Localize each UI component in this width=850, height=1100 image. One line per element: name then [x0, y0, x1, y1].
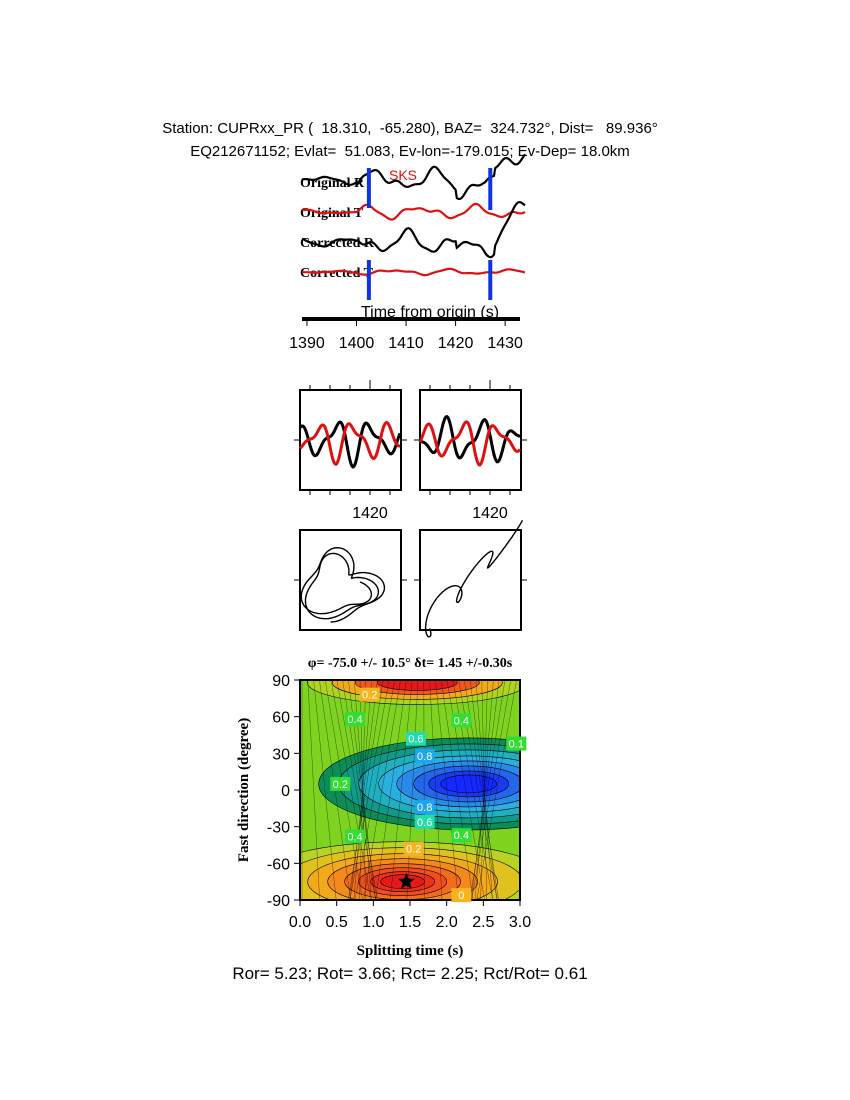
contour-label-text: 0.8 [417, 802, 433, 815]
trace-tick-label: 1420 [437, 335, 474, 352]
waveform-box-original [300, 390, 401, 490]
y-tick-label: 0 [281, 783, 290, 800]
x-tick-label: 2.0 [435, 914, 458, 931]
contour-label-text: 0.2 [362, 689, 378, 702]
x-tick-label: 1.0 [362, 914, 385, 931]
y-tick-label: 60 [272, 709, 290, 727]
trace-xlabel: Time from origin (s) [360, 304, 500, 321]
chart-title: φ= -75.0 +/- 10.5° δt= 1.45 +/-0.30s [307, 656, 513, 671]
x-axis-label: Splitting time (s) [356, 943, 464, 959]
x-tick-label: 3.0 [508, 914, 532, 931]
y-axis-label: Fast direction (degree) [236, 717, 252, 863]
x-tick-label: 1.5 [398, 914, 422, 931]
waveform-radial [300, 422, 400, 467]
waveform-traces [294, 380, 527, 495]
x-tick-label: 0.5 [325, 914, 348, 931]
window-markers [369, 168, 490, 300]
particle-motion-corrected [426, 520, 523, 637]
trace-label-corrected-t: Corrected T [300, 266, 373, 281]
particle-motion-traces [294, 520, 527, 637]
contour-label-text: 0.4 [347, 831, 363, 844]
header-event-line: EQ212671152; Evlat= 51.083, Ev-lon=-179.015; Ev-Dep= 18.0km [190, 143, 630, 160]
contour-label-text: 0.2 [332, 778, 348, 791]
contour-label-text: 0.1 [508, 738, 524, 751]
contour-top-band [377, 674, 457, 690]
particle-motion [294, 520, 527, 637]
trace-panel [289, 154, 525, 352]
contour-label-text: 0.4 [347, 714, 363, 727]
contour-label-text: 0.2 [406, 843, 422, 856]
y-tick-label: -30 [266, 819, 290, 837]
waveform-comparison [294, 380, 527, 522]
contour-label-text: 0.6 [417, 816, 433, 829]
trace-ticks [289, 319, 523, 352]
particle-motion-original [301, 548, 384, 622]
y-tick-label: 90 [272, 673, 290, 690]
contour-label-text: 0.8 [417, 750, 433, 763]
footer-ratios: Ror= 5.23; Rot= 3.66; Rct= 2.25; Rct/Rot= 0.61 [232, 964, 588, 983]
y-tick-label: -60 [266, 856, 290, 874]
phase-label: SKS [388, 167, 418, 183]
trace-label-corrected-r: Corrected R [300, 236, 374, 251]
contour-label-text: 0 [458, 890, 465, 903]
trace-tick-label: 1410 [388, 335, 424, 352]
contour-label-text: 0.6 [408, 733, 424, 746]
y-tick-label: 30 [272, 746, 290, 764]
trace-label-original-r: Original R [300, 176, 365, 191]
y-tick-label: -90 [266, 893, 290, 910]
trace-tick-label: 1390 [289, 335, 325, 352]
waveform-tick-right: 1420 [472, 505, 508, 522]
trace-tick-label: 1430 [487, 335, 523, 352]
contour-label-text: 0.4 [453, 715, 469, 728]
header-station-line: Station: CUPRxx_PR ( 18.310, -65.280), BAZ= 324.732°, Dist= 89.936° [162, 120, 658, 137]
x-tick-label: 2.5 [472, 914, 495, 931]
splitting-contour-plot [236, 656, 619, 959]
waveform-tick-left: 1420 [352, 505, 388, 522]
trace-label-original-t: Original T [300, 206, 364, 221]
contour-label-text: 0.4 [453, 830, 469, 843]
trace-tick-label: 1400 [338, 335, 375, 352]
contour-fill [253, 660, 619, 921]
x-tick-label: 0.0 [288, 914, 312, 931]
